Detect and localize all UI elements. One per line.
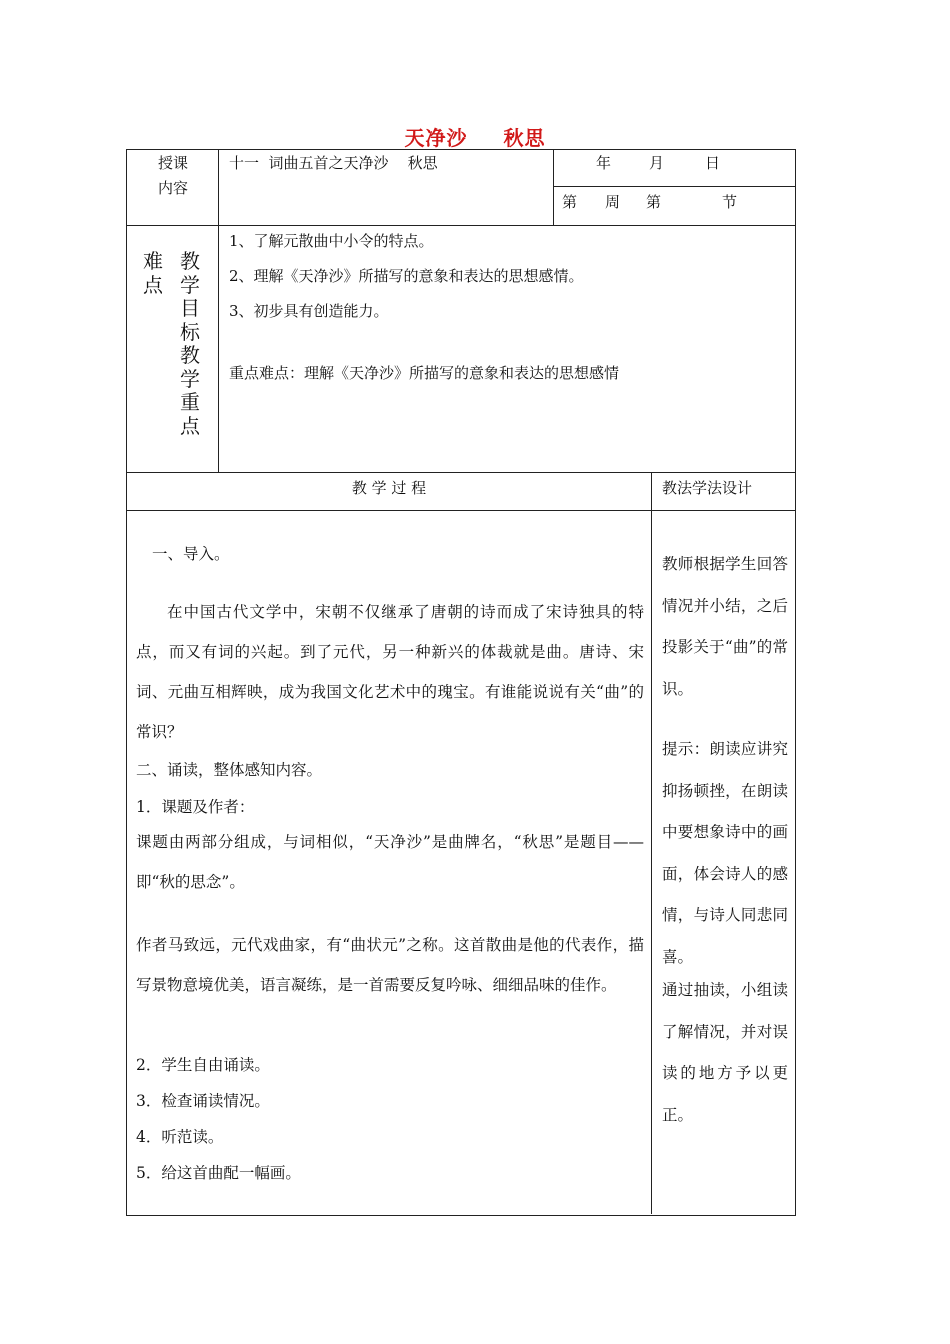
document-title bbox=[0, 122, 950, 151]
design-note-1: 教师根据学生回答情况并小结，之后投影关于“曲”的常识。 bbox=[662, 555, 788, 698]
week-di-1: 第 bbox=[562, 193, 578, 211]
goal-item-1: 1、了解元散曲中小令的特点。 bbox=[229, 232, 434, 250]
process-item-5: 5．给这首曲配一幅画。 bbox=[136, 1164, 301, 1182]
content-value: 十一 词曲五首之天净沙 秋思 bbox=[229, 154, 438, 172]
row-divider-header bbox=[126, 225, 795, 226]
title-part-1: 天净沙 bbox=[404, 126, 468, 150]
title-part-2: 秋思 bbox=[503, 126, 546, 150]
date-day: 日 bbox=[705, 154, 721, 172]
col-divider-design bbox=[651, 472, 652, 1214]
date-month: 月 bbox=[649, 154, 665, 172]
col-divider-date bbox=[553, 149, 554, 225]
goals-label-left: 难 点 bbox=[143, 249, 163, 297]
process-item-1: 1．课题及作者： bbox=[136, 798, 255, 816]
goals-label-right: 教 学 目 标 教 学 重 点 bbox=[180, 249, 200, 438]
goal-item-2: 2、理解《天净沙》所描写的意象和表达的思想感情。 bbox=[229, 267, 584, 285]
process-item-3: 3．检查诵读情况。 bbox=[136, 1092, 270, 1110]
col-divider-label bbox=[218, 149, 219, 472]
author-paragraph: 作者马致远，元代戏曲家，有“曲状元”之称。这首散曲是他的代表作，描写景物意境优美，语言凝练，是一首需要反复吟咏、细细品味的佳作。 bbox=[136, 936, 644, 994]
process-section-2: 二、诵读，整体感知内容。 bbox=[136, 761, 323, 779]
design-note-3: 通过抽读，小组读了解情况，并对误读的地方予以更正。 bbox=[662, 981, 788, 1124]
design-note-2: 提示：朗读应讲究抑扬顿挫，在朗读中要想象诗中的画面，体会诗人的感情，与诗人同悲同喜。 bbox=[662, 740, 788, 966]
process-item-2: 2．学生自由诵读。 bbox=[136, 1056, 270, 1074]
row-divider-goals bbox=[126, 472, 795, 473]
row-divider-process-header bbox=[126, 510, 795, 511]
intro-paragraph: 在中国古代文学中，宋朝不仅继承了唐朝的诗而成了宋诗独具的特点，而又有词的兴起。到了元代，另一种新兴的体裁就是曲。唐诗、宋词、元曲互相辉映，成为我国文化艺术中的瑰宝。有谁能说说有关“曲”的常识？ bbox=[136, 603, 644, 741]
design-header: 教法学法设计 bbox=[662, 479, 753, 497]
week-di-2: 第 bbox=[646, 193, 662, 211]
week-zhou: 周 bbox=[605, 193, 621, 211]
process-section-1: 一、导入。 bbox=[152, 545, 230, 563]
content-label: 授课 内容 bbox=[157, 154, 188, 197]
date-year: 年 bbox=[596, 154, 612, 172]
date-week-divider bbox=[553, 186, 795, 187]
process-header: 教 学 过 程 bbox=[351, 479, 427, 497]
process-item-4: 4．听范读。 bbox=[136, 1128, 224, 1146]
key-points: 重点难点：理解《天净沙》所描写的意象和表达的思想感情 bbox=[229, 364, 620, 382]
title-explanation: 课题由两部分组成，与词相似，“天净沙”是曲牌名，“秋思”是题目——即“秋的思念”。 bbox=[136, 833, 644, 891]
goal-item-3: 3、初步具有创造能力。 bbox=[229, 302, 389, 320]
week-jie: 节 bbox=[722, 193, 738, 211]
